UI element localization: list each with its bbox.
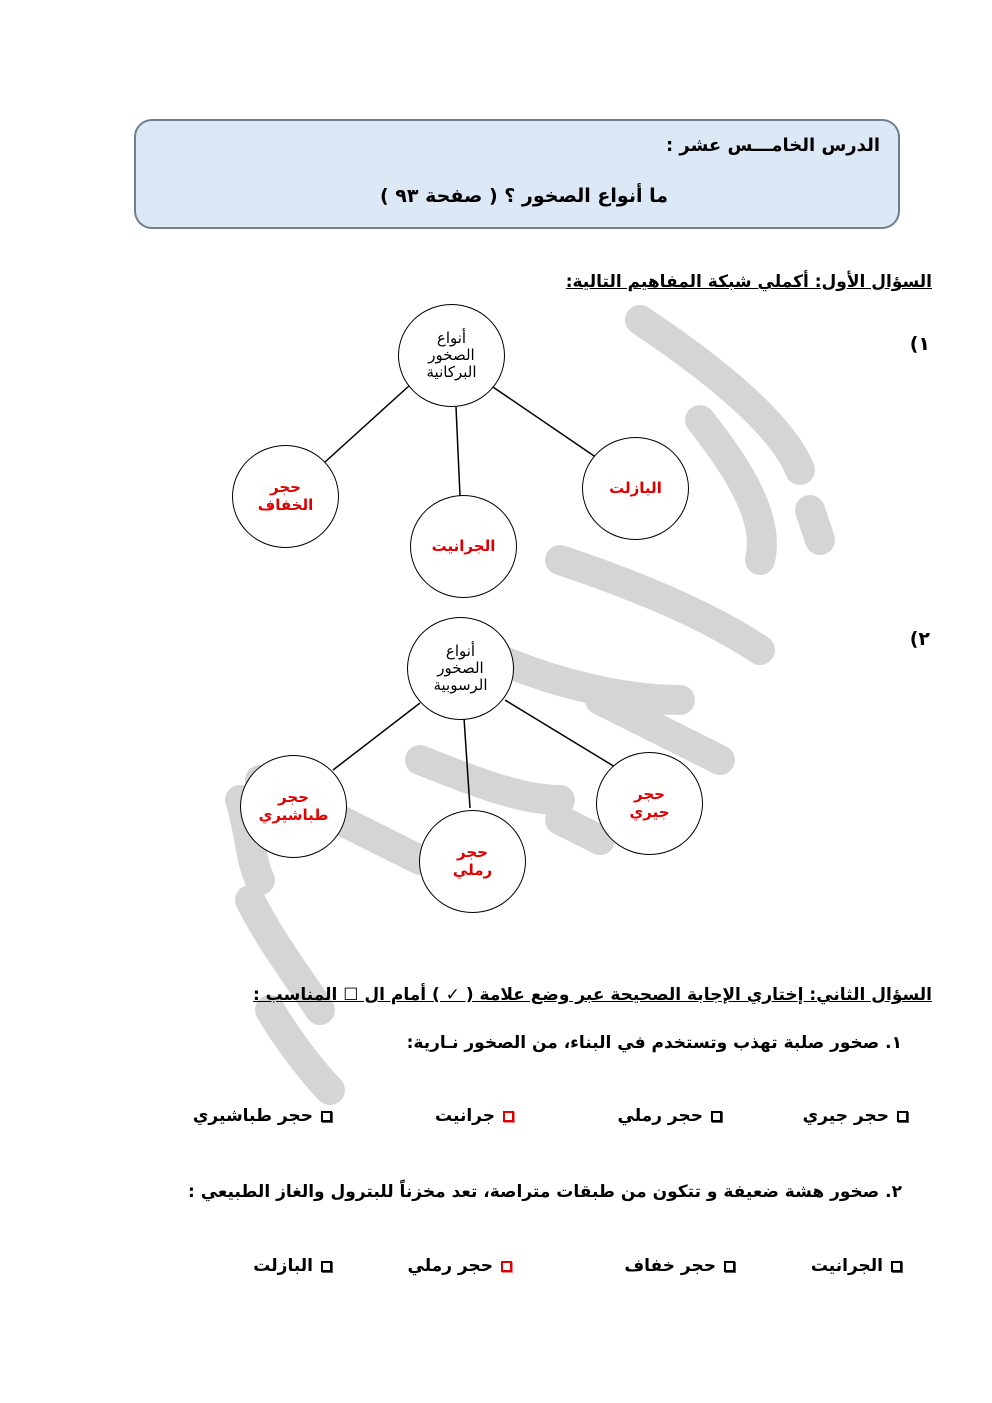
checkbox-icon[interactable] — [321, 1261, 332, 1272]
option-2-3[interactable] — [408, 1256, 512, 1276]
option-1-4[interactable] — [193, 1106, 332, 1126]
option-2-2[interactable] — [624, 1256, 735, 1276]
node-granite — [410, 495, 517, 598]
node-sedimentary-rocks — [407, 617, 514, 720]
option-label: جرانيت — [435, 1106, 495, 1126]
lesson-question: ما أنواع الصخور ؟ ( صفحة ٩٣ ) — [379, 185, 668, 207]
option-1-3[interactable] — [435, 1106, 514, 1126]
node-sandstone — [419, 810, 526, 913]
option-label: حجر جيري — [802, 1106, 889, 1126]
answer-line: حجر — [634, 785, 665, 804]
q2-heading: السؤال الثاني: إختاري الإجابة الصحيحة عبر وضع علامة ( ✓ ) أمام ال ☐ المناسب : — [252, 985, 932, 1005]
root-line-1: أنواع — [436, 328, 467, 347]
q2-item-2: ٢. صخور هشة ضعيفة و تتكون من طبقات متراصة، تعد مخزناً للبترول والغاز الطبيعي : — [187, 1182, 902, 1202]
node-chalk — [240, 755, 347, 858]
lesson-title: الدرس الخامـــس عشر : — [665, 135, 880, 156]
answer-line: جيري — [629, 802, 670, 821]
answer-line: الخفاف — [257, 495, 314, 514]
option-1-1[interactable] — [803, 1106, 908, 1126]
option-label: حجر خفاف — [624, 1256, 716, 1276]
checkbox-icon[interactable] — [897, 1111, 908, 1122]
checkbox-icon[interactable] — [711, 1111, 722, 1122]
option-label: الجرانيت — [810, 1256, 883, 1276]
answer-line: حجر — [457, 843, 488, 862]
root-line-3: الرسوبية — [433, 676, 488, 695]
node-pumice — [232, 445, 339, 548]
option-1-2[interactable] — [618, 1106, 722, 1126]
node-limestone — [596, 752, 703, 855]
option-label: حجر رملي — [407, 1256, 493, 1276]
option-label: حجر رملي — [617, 1106, 703, 1126]
answer-line: طباشيري — [258, 805, 329, 824]
answer-line: البازلت — [609, 478, 662, 497]
root-line-1: أنواع — [445, 641, 476, 660]
root-line-3: البركانية — [426, 363, 477, 382]
q2-item-1: ١. صخور صلبة تهذب وتستخدم في البناء، من الصخور نـارية: — [406, 1033, 902, 1053]
node-basalt — [582, 437, 689, 540]
answer-line: حجر — [278, 788, 309, 807]
checkbox-icon[interactable] — [321, 1111, 332, 1122]
option-label: حجر طباشيري — [192, 1106, 313, 1126]
answer-line: حجر — [270, 478, 301, 497]
root-line-2: الصخور — [437, 658, 484, 677]
option-2-1[interactable] — [811, 1256, 902, 1276]
node-volcanic-rocks — [398, 304, 505, 407]
root-line-2: الصخور — [428, 345, 475, 364]
checkbox-icon[interactable] — [891, 1261, 902, 1272]
answer-line: الجرانيت — [431, 536, 496, 555]
checkbox-icon[interactable] — [501, 1261, 512, 1272]
option-2-4[interactable] — [253, 1256, 332, 1276]
answer-line: رملي — [452, 860, 493, 879]
checkbox-icon[interactable] — [503, 1111, 514, 1122]
q1-part2-number: ٢) — [909, 628, 930, 650]
option-label: البازلت — [253, 1256, 313, 1276]
q1-part1-number: ١) — [909, 333, 930, 355]
q1-heading: السؤال الأول: أكملي شبكة المفاهيم التالية: — [565, 272, 932, 292]
checkbox-icon[interactable] — [724, 1261, 735, 1272]
